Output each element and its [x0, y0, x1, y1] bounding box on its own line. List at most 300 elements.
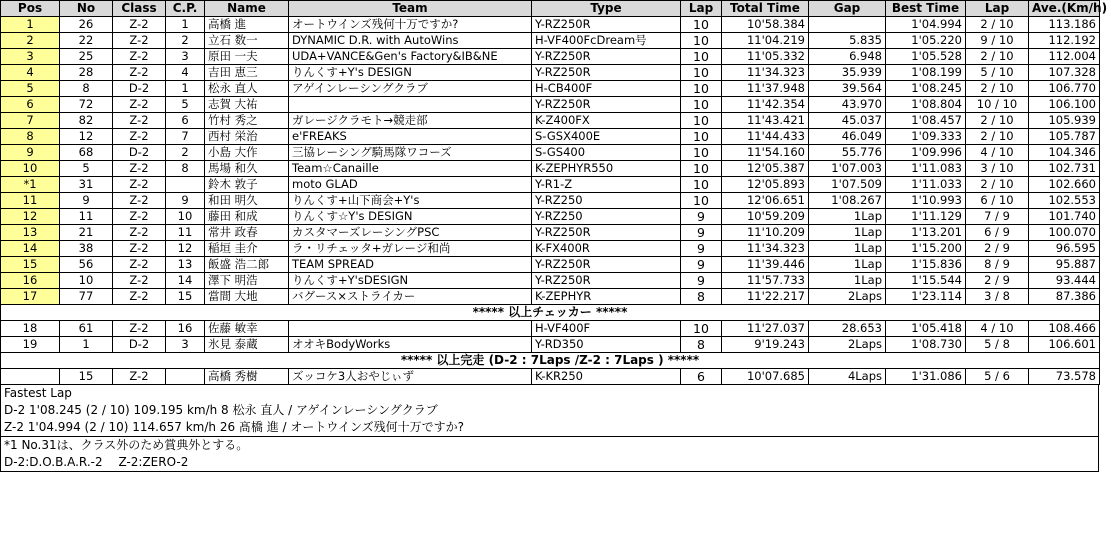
cell-team: バグース×ストライカー	[289, 289, 532, 305]
table-row	[1, 17, 1100, 33]
cell-no: 38	[60, 241, 113, 257]
cell-average-speed: 96.595	[1029, 241, 1100, 257]
cell-cp: 6	[166, 113, 205, 129]
cell-best-time: 1'13.201	[886, 225, 966, 241]
cell-class: Z-2	[113, 33, 166, 49]
header-no: No	[60, 1, 113, 17]
cell-best-lap: 7 / 9	[966, 209, 1029, 225]
table-row	[1, 129, 1100, 145]
cell-class: D-2	[113, 145, 166, 161]
fastest-lap-z2: Z-2 1'04.994 (2 / 10) 114.657 km/h 26 髙橋 進 / オートウインズ残何十万ですか?	[4, 420, 465, 434]
cell-best-time: 1'05.418	[886, 321, 966, 337]
class-legend: D-2:D.O.B.A.R.-2 Z-2:ZERO-2	[4, 455, 189, 469]
cell-team: ラ・リチェッタ+ガレージ和尚	[289, 241, 532, 257]
cell-total-time: 11'43.421	[722, 113, 809, 129]
cell-gap: 35.939	[809, 65, 886, 81]
table-row	[1, 225, 1100, 241]
cell-name: 馬場 和久	[205, 161, 289, 177]
cell-average-speed: 95.887	[1029, 257, 1100, 273]
cell-class: Z-2	[113, 97, 166, 113]
table-row	[1, 49, 1100, 65]
cell-total-time: 10'07.685	[722, 369, 809, 385]
cell-best-time: 1'05.220	[886, 33, 966, 49]
cell-best-lap: 3 / 8	[966, 289, 1029, 305]
cell-gap: 39.564	[809, 81, 886, 97]
checker-separator: ***** 以上チェッカー *****	[1, 305, 1100, 321]
cell-total-time: 10'58.384	[722, 17, 809, 33]
cell-type: K-Z400FX	[532, 113, 681, 129]
cell-best-lap: 6 / 9	[966, 225, 1029, 241]
cell-class: Z-2	[113, 209, 166, 225]
cell-pos: 9	[1, 145, 60, 161]
cell-no: 11	[60, 209, 113, 225]
table-row	[1, 241, 1100, 257]
cell-name: 高橋 秀樹	[205, 369, 289, 385]
cell-class: D-2	[113, 81, 166, 97]
cell-type: Y-RZ250R	[532, 17, 681, 33]
table-row	[1, 177, 1100, 193]
cell-team: カスタマーズレーシングPSC	[289, 225, 532, 241]
cell-type: Y-RZ250R	[532, 225, 681, 241]
cell-name: 稲垣 圭介	[205, 241, 289, 257]
cell-total-time: 11'27.037	[722, 321, 809, 337]
cell-team: DYNAMIC D.R. with AutoWins	[289, 33, 532, 49]
cell-type: S-GSX400E	[532, 129, 681, 145]
cell-total-time: 11'22.217	[722, 289, 809, 305]
fastest-lap-title: Fastest Lap	[4, 386, 72, 400]
header-pos: Pos	[1, 1, 60, 17]
cell-pos: 4	[1, 65, 60, 81]
cell-pos: 5	[1, 81, 60, 97]
cell-best-lap: 3 / 10	[966, 161, 1029, 177]
cell-lap: 10	[681, 17, 722, 33]
cell-best-lap: 9 / 10	[966, 33, 1029, 49]
cell-average-speed: 93.444	[1029, 273, 1100, 289]
cell-team: moto GLAD	[289, 177, 532, 193]
table-row	[1, 97, 1100, 113]
cell-lap: 10	[681, 49, 722, 65]
cell-no: 31	[60, 177, 113, 193]
cell-pos: 16	[1, 273, 60, 289]
cell-class: Z-2	[113, 113, 166, 129]
cell-pos: *1	[1, 177, 60, 193]
cell-gap: 4Laps	[809, 369, 886, 385]
table-row	[1, 257, 1100, 273]
cell-team: りんくす+Y'sDESIGN	[289, 273, 532, 289]
cell-average-speed: 105.787	[1029, 129, 1100, 145]
cell-pos: 19	[1, 337, 60, 353]
cell-lap: 10	[681, 97, 722, 113]
cell-no: 5	[60, 161, 113, 177]
cell-cp: 11	[166, 225, 205, 241]
cell-class: Z-2	[113, 129, 166, 145]
cell-name: 藤田 和成	[205, 209, 289, 225]
cell-cp: 5	[166, 97, 205, 113]
cell-team: オートウインズ残何十万ですか?	[289, 17, 532, 33]
cell-name: 吉田 恵三	[205, 65, 289, 81]
cell-lap: 8	[681, 337, 722, 353]
cell-type: Y-RZ250	[532, 209, 681, 225]
cell-total-time: 10'59.209	[722, 209, 809, 225]
cell-pos: 15	[1, 257, 60, 273]
table-row	[1, 161, 1100, 177]
cell-pos: 3	[1, 49, 60, 65]
cell-best-time: 1'15.836	[886, 257, 966, 273]
cell-class: Z-2	[113, 257, 166, 273]
cell-best-time: 1'08.199	[886, 65, 966, 81]
cell-average-speed: 112.192	[1029, 33, 1100, 49]
cell-average-speed: 112.004	[1029, 49, 1100, 65]
cell-best-lap: 5 / 6	[966, 369, 1029, 385]
cell-best-time: 1'08.804	[886, 97, 966, 113]
cell-class: Z-2	[113, 241, 166, 257]
cell-gap: 1Lap	[809, 241, 886, 257]
cell-best-lap: 2 / 10	[966, 49, 1029, 65]
cell-gap: 2Laps	[809, 337, 886, 353]
cell-best-time: 1'09.996	[886, 145, 966, 161]
cell-cp: 2	[166, 145, 205, 161]
cell-gap: 1'07.003	[809, 161, 886, 177]
table-row	[1, 145, 1100, 161]
cell-type: Y-RZ250R	[532, 49, 681, 65]
cell-class: Z-2	[113, 17, 166, 33]
cell-total-time: 11'05.332	[722, 49, 809, 65]
cell-lap: 10	[681, 81, 722, 97]
cell-average-speed: 102.731	[1029, 161, 1100, 177]
table-row	[1, 337, 1100, 353]
cell-pos: 12	[1, 209, 60, 225]
cell-cp: 16	[166, 321, 205, 337]
cell-type: K-KR250	[532, 369, 681, 385]
cell-team: オオキBodyWorks	[289, 337, 532, 353]
cell-gap: 5.835	[809, 33, 886, 49]
results-footer	[0, 385, 1099, 472]
cell-best-lap: 2 / 9	[966, 241, 1029, 257]
cell-team: ズッコケ3人おやじぃず	[289, 369, 532, 385]
cell-total-time: 11'34.323	[722, 241, 809, 257]
cell-best-lap: 4 / 10	[966, 321, 1029, 337]
cell-best-time: 1'15.544	[886, 273, 966, 289]
cell-no: 15	[60, 369, 113, 385]
cell-no: 28	[60, 65, 113, 81]
cell-lap: 9	[681, 209, 722, 225]
cell-no: 9	[60, 193, 113, 209]
cell-average-speed: 107.328	[1029, 65, 1100, 81]
header-gap: Gap	[809, 1, 886, 17]
cell-gap: 6.948	[809, 49, 886, 65]
cell-lap: 9	[681, 273, 722, 289]
fastest-lap-d2: D-2 1'08.245 (2 / 10) 109.195 km/h 8 松永 直人 / アゲインレーシングクラブ	[4, 403, 438, 417]
cell-name: 西村 栄治	[205, 129, 289, 145]
cell-team: りんくす☆Y's DESIGN	[289, 209, 532, 225]
cell-no: 12	[60, 129, 113, 145]
cell-name: 飯盛 浩二郎	[205, 257, 289, 273]
cell-gap: 28.653	[809, 321, 886, 337]
cell-class: Z-2	[113, 321, 166, 337]
cell-pos: 2	[1, 33, 60, 49]
cell-total-time: 11'04.219	[722, 33, 809, 49]
cell-type: K-FX400R	[532, 241, 681, 257]
cell-class: Z-2	[113, 49, 166, 65]
cell-no: 77	[60, 289, 113, 305]
cell-best-lap: 2 / 10	[966, 129, 1029, 145]
cell-class: Z-2	[113, 193, 166, 209]
cell-type: Y-RZ250R	[532, 273, 681, 289]
cell-best-lap: 4 / 10	[966, 145, 1029, 161]
cell-class: Z-2	[113, 273, 166, 289]
cell-name: 立石 数一	[205, 33, 289, 49]
cell-type: Y-R1-Z	[532, 177, 681, 193]
cell-class: Z-2	[113, 369, 166, 385]
cell-best-lap: 10 / 10	[966, 97, 1029, 113]
cell-no: 8	[60, 81, 113, 97]
cell-team: りんくす+Y's DESIGN	[289, 65, 532, 81]
cell-name: 高橋 進	[205, 17, 289, 33]
cell-gap: 45.037	[809, 113, 886, 129]
cell-total-time: 12'05.387	[722, 161, 809, 177]
cell-pos: 7	[1, 113, 60, 129]
table-row	[1, 369, 1100, 385]
cell-best-lap: 2 / 10	[966, 113, 1029, 129]
cell-name: 竹村 秀之	[205, 113, 289, 129]
cell-gap: 1Lap	[809, 209, 886, 225]
cell-lap: 8	[681, 289, 722, 305]
cell-name: 松永 直人	[205, 81, 289, 97]
cell-type: Y-RD350	[532, 337, 681, 353]
cell-team	[289, 321, 532, 337]
cell-best-time: 1'08.457	[886, 113, 966, 129]
cell-average-speed: 73.578	[1029, 369, 1100, 385]
cell-average-speed: 87.386	[1029, 289, 1100, 305]
cell-name: 原田 一夫	[205, 49, 289, 65]
cell-pos: 6	[1, 97, 60, 113]
cell-average-speed: 108.466	[1029, 321, 1100, 337]
cell-lap: 10	[681, 321, 722, 337]
cell-cp: 3	[166, 337, 205, 353]
cell-type: S-GS400	[532, 145, 681, 161]
cell-best-time: 1'11.033	[886, 177, 966, 193]
separator-row	[1, 305, 1100, 321]
cell-best-lap: 2 / 9	[966, 273, 1029, 289]
cell-gap: 1Lap	[809, 273, 886, 289]
cell-team: TEAM SPREAD	[289, 257, 532, 273]
cell-name: 澤下 明浩	[205, 273, 289, 289]
cell-lap: 10	[681, 129, 722, 145]
cell-gap: 1'07.509	[809, 177, 886, 193]
separator-row	[1, 353, 1100, 369]
cell-cp	[166, 369, 205, 385]
cell-cp: 9	[166, 193, 205, 209]
table-row	[1, 113, 1100, 129]
cell-gap: 43.970	[809, 97, 886, 113]
table-row	[1, 193, 1100, 209]
cell-class: Z-2	[113, 161, 166, 177]
cell-average-speed: 106.100	[1029, 97, 1100, 113]
cell-cp: 10	[166, 209, 205, 225]
cell-cp: 3	[166, 49, 205, 65]
header-average-speed: Ave.(Km/h)	[1029, 1, 1100, 17]
cell-total-time: 11'57.733	[722, 273, 809, 289]
cell-total-time: 12'05.893	[722, 177, 809, 193]
cell-lap: 9	[681, 225, 722, 241]
cell-team: UDA+VANCE&Gen's Factory&IB&NE	[289, 49, 532, 65]
cell-best-time: 1'05.528	[886, 49, 966, 65]
cell-type: H-VF400F	[532, 321, 681, 337]
cell-gap: 1'08.267	[809, 193, 886, 209]
cell-lap: 10	[681, 145, 722, 161]
table-row	[1, 65, 1100, 81]
cell-team: 三協レーシング騎馬隊ワコーズ	[289, 145, 532, 161]
header-lap: Lap	[681, 1, 722, 17]
cell-best-lap: 5 / 10	[966, 65, 1029, 81]
cell-lap: 10	[681, 161, 722, 177]
cell-average-speed: 106.601	[1029, 337, 1100, 353]
cell-pos: 13	[1, 225, 60, 241]
cell-best-time: 1'11.083	[886, 161, 966, 177]
cell-best-lap: 5 / 8	[966, 337, 1029, 353]
results-body	[1, 17, 1100, 385]
cell-class: Z-2	[113, 65, 166, 81]
cell-average-speed: 102.660	[1029, 177, 1100, 193]
header-type: Type	[532, 1, 681, 17]
cell-average-speed: 102.553	[1029, 193, 1100, 209]
cell-name: 和田 明久	[205, 193, 289, 209]
cell-total-time: 11'54.160	[722, 145, 809, 161]
cell-cp: 8	[166, 161, 205, 177]
cell-best-lap: 2 / 10	[966, 17, 1029, 33]
cell-name: 常井 政春	[205, 225, 289, 241]
cell-best-time: 1'08.245	[886, 81, 966, 97]
cell-name: 氷見 泰蔵	[205, 337, 289, 353]
cell-name: 當間 大地	[205, 289, 289, 305]
cell-lap: 10	[681, 113, 722, 129]
cell-no: 25	[60, 49, 113, 65]
cell-gap: 55.776	[809, 145, 886, 161]
cell-lap: 10	[681, 193, 722, 209]
cell-cp: 4	[166, 65, 205, 81]
cell-pos: 10	[1, 161, 60, 177]
cell-best-lap: 6 / 10	[966, 193, 1029, 209]
cell-cp: 13	[166, 257, 205, 273]
cell-type: H-CB400F	[532, 81, 681, 97]
cell-average-speed: 104.346	[1029, 145, 1100, 161]
cell-lap: 6	[681, 369, 722, 385]
cell-no: 21	[60, 225, 113, 241]
cell-cp: 1	[166, 17, 205, 33]
cell-total-time: 12'06.651	[722, 193, 809, 209]
cell-gap: 2Laps	[809, 289, 886, 305]
cell-no: 1	[60, 337, 113, 353]
cell-total-time: 11'44.433	[722, 129, 809, 145]
cell-cp: 1	[166, 81, 205, 97]
cell-no: 10	[60, 273, 113, 289]
cell-pos: 1	[1, 17, 60, 33]
cell-team: りんくす+山下商会+Y's	[289, 193, 532, 209]
cell-gap: 1Lap	[809, 225, 886, 241]
cell-best-lap: 2 / 10	[966, 81, 1029, 97]
cell-team: ガレージクラモト→競走部	[289, 113, 532, 129]
cell-class: Z-2	[113, 289, 166, 305]
cell-type: Y-RZ250	[532, 193, 681, 209]
cell-type: H-VF400FcDream号	[532, 33, 681, 49]
cell-average-speed: 106.770	[1029, 81, 1100, 97]
cell-pos: 17	[1, 289, 60, 305]
cell-pos	[1, 369, 60, 385]
cell-gap: 46.049	[809, 129, 886, 145]
cell-name: 佐藤 敏幸	[205, 321, 289, 337]
cell-no: 68	[60, 145, 113, 161]
cell-best-time: 1'11.129	[886, 209, 966, 225]
footnote: *1 No.31は、クラス外のため賞典外とする。	[1, 436, 1098, 454]
cell-total-time: 11'42.354	[722, 97, 809, 113]
cell-cp: 15	[166, 289, 205, 305]
cell-lap: 10	[681, 33, 722, 49]
cell-no: 56	[60, 257, 113, 273]
cell-class: Z-2	[113, 225, 166, 241]
table-row	[1, 81, 1100, 97]
cell-type: K-ZEPHYR	[532, 289, 681, 305]
cell-team: アゲインレーシングクラブ	[289, 81, 532, 97]
cell-pos: 11	[1, 193, 60, 209]
header-row	[1, 1, 1100, 17]
cell-total-time: 11'10.209	[722, 225, 809, 241]
cell-total-time: 9'19.243	[722, 337, 809, 353]
header-team: Team	[289, 1, 532, 17]
cell-best-time: 1'15.200	[886, 241, 966, 257]
cell-cp: 14	[166, 273, 205, 289]
cell-pos: 14	[1, 241, 60, 257]
cell-no: 26	[60, 17, 113, 33]
cell-name: 小島 大作	[205, 145, 289, 161]
finish-separator: ***** 以上完走 (D-2 : 7Laps /Z-2 : 7Laps ) *****	[1, 353, 1100, 369]
cell-average-speed: 101.740	[1029, 209, 1100, 225]
cell-best-time: 1'23.114	[886, 289, 966, 305]
header-best-time: Best Time	[886, 1, 966, 17]
header-name: Name	[205, 1, 289, 17]
cell-no: 61	[60, 321, 113, 337]
cell-cp: 2	[166, 33, 205, 49]
cell-average-speed: 113.186	[1029, 17, 1100, 33]
table-row	[1, 209, 1100, 225]
cell-best-time: 1'04.994	[886, 17, 966, 33]
cell-average-speed: 100.070	[1029, 225, 1100, 241]
cell-total-time: 11'39.446	[722, 257, 809, 273]
cell-name: 志賀 大祐	[205, 97, 289, 113]
cell-name: 鈴木 敦子	[205, 177, 289, 193]
table-row	[1, 273, 1100, 289]
cell-no: 72	[60, 97, 113, 113]
cell-team	[289, 97, 532, 113]
cell-best-time: 1'09.333	[886, 129, 966, 145]
header-class: Class	[113, 1, 166, 17]
cell-total-time: 11'37.948	[722, 81, 809, 97]
cell-type: K-ZEPHYR550	[532, 161, 681, 177]
cell-cp	[166, 177, 205, 193]
cell-gap	[809, 17, 886, 33]
header-cp: C.P.	[166, 1, 205, 17]
cell-type: Y-RZ250R	[532, 65, 681, 81]
cell-pos: 8	[1, 129, 60, 145]
cell-class: D-2	[113, 337, 166, 353]
cell-best-lap: 8 / 9	[966, 257, 1029, 273]
cell-lap: 9	[681, 257, 722, 273]
cell-best-lap: 2 / 10	[966, 177, 1029, 193]
cell-type: Y-RZ250R	[532, 97, 681, 113]
header-best-lap: Lap	[966, 1, 1029, 17]
cell-no: 22	[60, 33, 113, 49]
cell-class: Z-2	[113, 177, 166, 193]
header-total-time: Total Time	[722, 1, 809, 17]
